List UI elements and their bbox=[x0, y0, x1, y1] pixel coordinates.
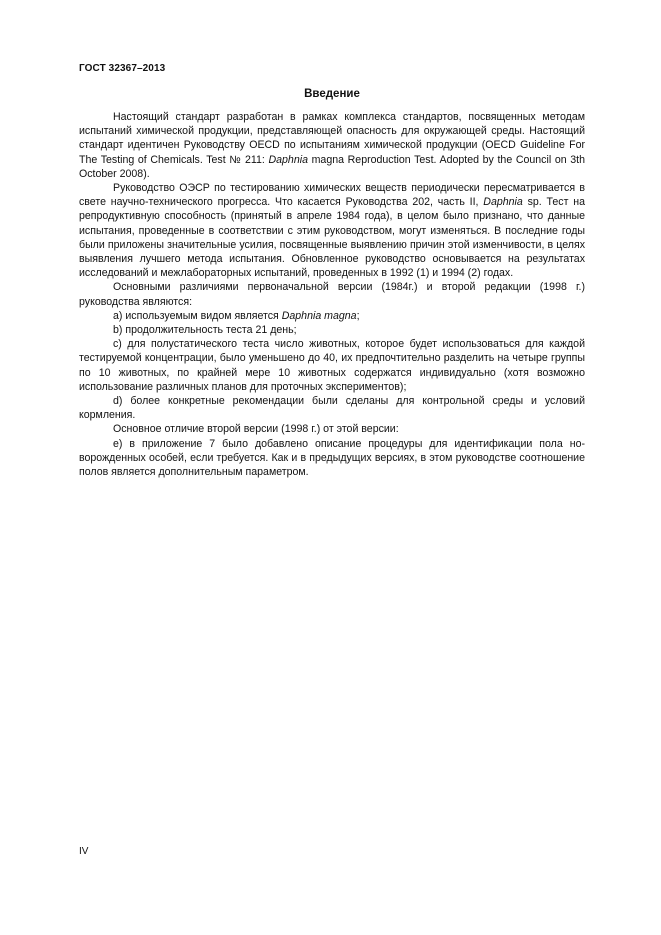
intro-paragraph-4: Основное отличие второй версии (1998 г.) от этой версии: bbox=[113, 423, 399, 436]
list-item-e: е) в приложение 7 было добавлено описание процедуры для идентификации пола новорожденных особей, если требуется. Как и в предыдущих версиях, в этом руководстве соотношение полов является дополнительным параметром. bbox=[79, 437, 585, 479]
intro-paragraph-2: Руководство ОЭСР по тестированию химических веществ периодически пересматривается в свете научно-технического прогресса. Что касается Руководства 202, часть II, Daphnia sp. Тест на репродуктивную способность (принятый в апреле 1984 года), в целом было признано, что данные испытания, проведенные в соответствии с этим руководством, могут изменяться. В последние годы были приложены значительные усилия, посвященные выявлению причин этой изменчивости, в целях выявления лучшего метода испытания. Обновленное руководство основывается на результатах исследований и межлабораторных испытаний, проведенных в 1992 (1) и 1994 (2) годах. bbox=[79, 182, 585, 280]
list-item-b: b) продолжительность теста 21 день; bbox=[113, 324, 297, 337]
list-item-a: а) используемым видом является Daphnia magna; bbox=[113, 309, 360, 322]
list-item-d: d) более конкретные рекомендации были сделаны для контрольной среды и условий кормления. bbox=[79, 395, 585, 422]
page-number: IV bbox=[79, 846, 89, 857]
list-item-c: с) для полустатического теста число животных, которое будет использоваться для каждой тестируемой концентрации, было уменьшено до 40, их предпочтительно разделить на четыре группы по 10 животных, по крайней мере 10 животных содержатся индивидуально (хотя возможно использование различных планов для проточных экспериментов); bbox=[79, 338, 585, 393]
section-title: Введение bbox=[304, 88, 360, 100]
standard-header: ГОСТ 32367–2013 bbox=[79, 63, 166, 74]
intro-paragraph-3: Основными различиями первоначальной версии (1984г.) и второй редакции (1998 г.) руководства являются: bbox=[79, 281, 585, 308]
intro-paragraph-1: Настоящий стандарт разработан в рамках комплекса стандартов, посвященных методам испытаний химической продукции, представляющей опасность для окружающей среды. Настоящий стандарт идентичен Руководству OECD по испытаниям химической продукции (OECD Guideline For The Testing of Chemicals. Test № 211: Daphnia magna Reproduction Test. Adopted by the Council on 3th October 2008). bbox=[79, 111, 585, 180]
introduction-body bbox=[79, 110, 585, 479]
